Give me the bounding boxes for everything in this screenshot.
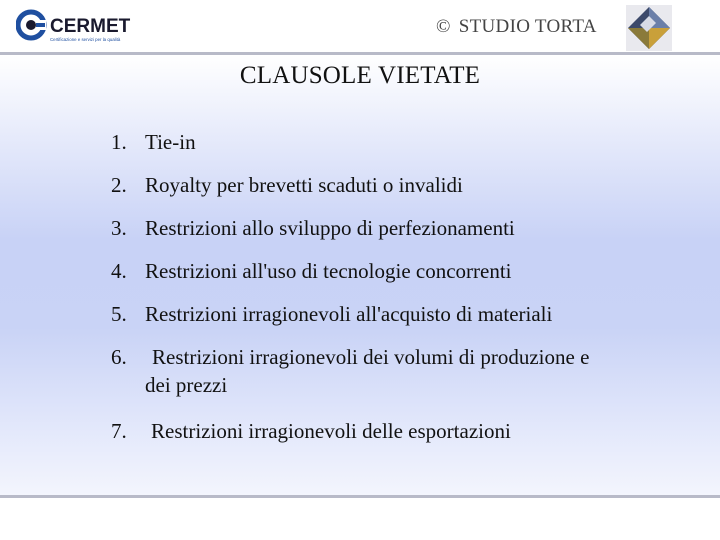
copyright-symbol: © (436, 16, 451, 37)
list-item-number: 5. (111, 302, 127, 326)
list-item-number: 2. (111, 173, 127, 197)
list-item-text: Royalty per brevetti scaduti o invalidi (145, 173, 463, 197)
logo-tagline: Certificazione e servizi per la qualità (50, 37, 121, 42)
list-item-text: Tie-in (145, 130, 196, 154)
list-item-number: 4. (111, 259, 127, 283)
copyright-text: STUDIO TORTA (458, 16, 597, 37)
list-item-text-continued: dei prezzi (145, 373, 228, 397)
list-item-number: 7. (111, 419, 127, 443)
slide-title: CLAUSOLE VIETATE (239, 62, 481, 89)
list-item-text: Restrizioni all'uso di tecnologie concorrenti (145, 259, 512, 283)
list-item-text: Restrizioni allo sviluppo di perfezionamenti (145, 216, 515, 240)
list-item-number: 1. (111, 130, 127, 154)
list-item-number: 3. (111, 216, 127, 240)
logo-wordmark: CERMET (50, 16, 131, 37)
list-item-text: Restrizioni irragionevoli dei volumi di produzione e (152, 345, 590, 369)
list-item-text: Restrizioni irragionevoli all'acquisto di materiali (145, 302, 553, 326)
list-item-text: Restrizioni irragionevoli delle esportazioni (151, 419, 511, 443)
list-item-number: 6. (111, 345, 127, 369)
